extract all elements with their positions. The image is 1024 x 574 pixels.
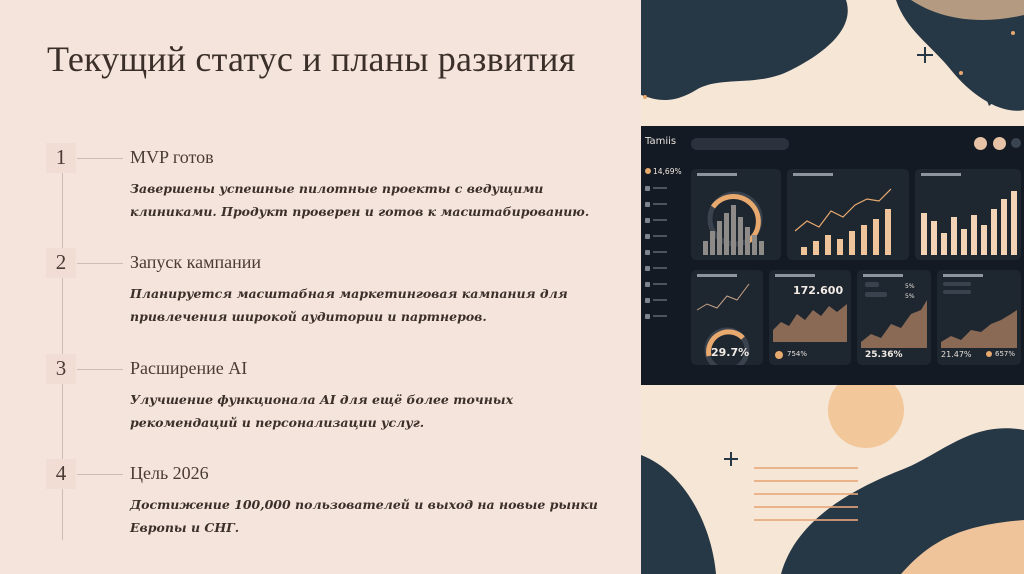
step-title: Расширение AI [130, 358, 248, 378]
step-connector [77, 474, 123, 475]
bar-line-graphic [787, 169, 909, 260]
balance-value: 14,69% [653, 166, 682, 176]
sidebar-item [641, 212, 683, 228]
step-number: 3 [46, 354, 76, 384]
sidebar-item [641, 292, 683, 308]
dashboard-search-bar [691, 138, 789, 150]
sidebar-item [641, 260, 683, 276]
dashboard-screenshot [641, 126, 1024, 385]
slide-title: Текущий статус и планы развития [47, 39, 576, 79]
metric-value: 21.47% [941, 350, 972, 359]
metric-value: 29.7% [711, 346, 750, 359]
step-number: 2 [46, 248, 76, 278]
dashboard-sidebar [641, 162, 683, 324]
gauge-bar-graphic [691, 169, 781, 260]
step-title: MVP готов [130, 147, 214, 167]
dashboard-card [857, 270, 931, 365]
step-description: Улучшение функционала AI для ещё более точных рекомендаций и персонализации услуг. [130, 392, 514, 430]
bar-graphic [915, 169, 1021, 260]
metric-value: 657% [995, 350, 1016, 358]
dashboard-card [769, 270, 851, 365]
sidebar-item [641, 308, 683, 324]
dashboard-brand: Tamiis [645, 136, 677, 147]
sidebar-item [641, 276, 683, 292]
step-title: Цель 2026 [130, 463, 209, 483]
step-description: Завершены успешные пилотные проекты с ведущими клиниками. Продукт проверен и готов к масштабированию. [130, 181, 590, 219]
dashboard-card [937, 270, 1021, 365]
sidebar-item [641, 228, 683, 244]
metric-value: 5% [905, 283, 915, 290]
metric-value: 25.36% [865, 350, 903, 360]
coin-icon [645, 168, 651, 174]
step-number: 4 [46, 459, 76, 489]
step-description: Планируется масштабная маркетинговая кампания для привлечения широкой аудитории и партнеров. [130, 286, 568, 324]
metric-value: 172.600 [793, 284, 844, 297]
dashboard-card [691, 270, 763, 365]
step-title: Запуск кампании [130, 252, 262, 272]
metric-value: 5% [905, 293, 915, 300]
dashboard-card [915, 169, 1021, 260]
dashboard-balance [641, 162, 683, 180]
sidebar-item [641, 196, 683, 212]
notification-icon [1011, 138, 1021, 148]
metric-value: 754% [787, 350, 808, 358]
avatar [974, 137, 987, 150]
sidebar-item [641, 244, 683, 260]
dashboard-card [787, 169, 909, 260]
step-number: 1 [46, 143, 76, 173]
step-description: Достижение 100,000 пользователей и выход на новые рынки Европы и СНГ. [130, 497, 598, 535]
step-connector [77, 158, 123, 159]
sidebar-item [641, 180, 683, 196]
dashboard-card [691, 169, 781, 260]
step-connector [77, 369, 123, 370]
step-connector [77, 263, 123, 264]
avatar [993, 137, 1006, 150]
